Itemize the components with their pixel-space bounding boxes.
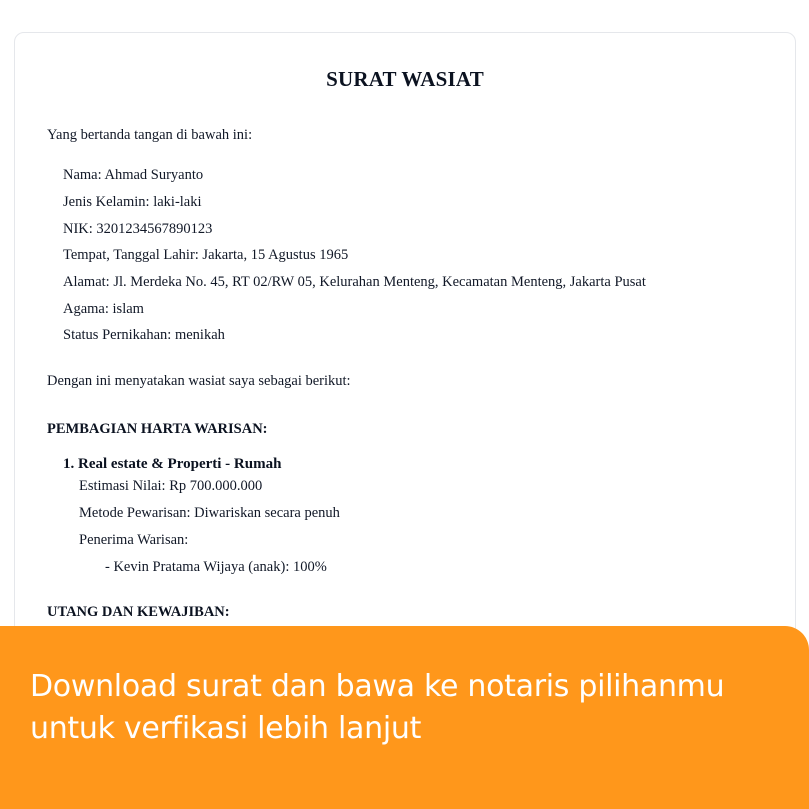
field-birth: Tempat, Tanggal Lahir: Jakarta, 15 Agustus 1965 — [63, 247, 349, 263]
download-notice-banner — [0, 626, 809, 809]
section-heading-debts: UTANG DAN KEWAJIBAN: — [47, 604, 230, 620]
field-nik: NIK: 3201234567890123 — [63, 221, 213, 237]
asset-heirs-label: Penerima Warisan: — [79, 532, 189, 548]
field-address: Alamat: Jl. Merdeka No. 45, RT 02/RW 05, Kelurahan Menteng, Kecamatan Menteng, Jakarta Pusat — [63, 274, 646, 290]
statement-text: Dengan ini menyatakan wasiat saya sebagai berikut: — [47, 373, 351, 389]
section-heading-inheritance: PEMBAGIAN HARTA WARISAN: — [47, 421, 268, 437]
field-marital-status: Status Pernikahan: menikah — [63, 327, 225, 343]
field-religion: Agama: islam — [63, 301, 144, 317]
field-name: Nama: Ahmad Suryanto — [63, 167, 204, 183]
intro-text: Yang bertanda tangan di bawah ini: — [47, 127, 253, 143]
document-title: SURAT WASIAT — [326, 67, 484, 91]
banner-message — [30, 666, 790, 750]
asset-method: Metode Pewarisan: Diwariskan secara penuh — [79, 505, 340, 521]
asset-estimate: Estimasi Nilai: Rp 700.000.000 — [79, 478, 263, 494]
asset-item-title: 1. Real estate & Properti - Rumah — [63, 456, 282, 472]
heir-entry: - Kevin Pratama Wijaya (anak): 100% — [105, 559, 327, 575]
field-gender: Jenis Kelamin: laki-laki — [63, 194, 202, 210]
banner-line-2: untuk verfikasi lebih lanjut — [30, 711, 422, 746]
banner-line-1: Download surat dan bawa ke notaris pilihanmu — [30, 669, 725, 704]
